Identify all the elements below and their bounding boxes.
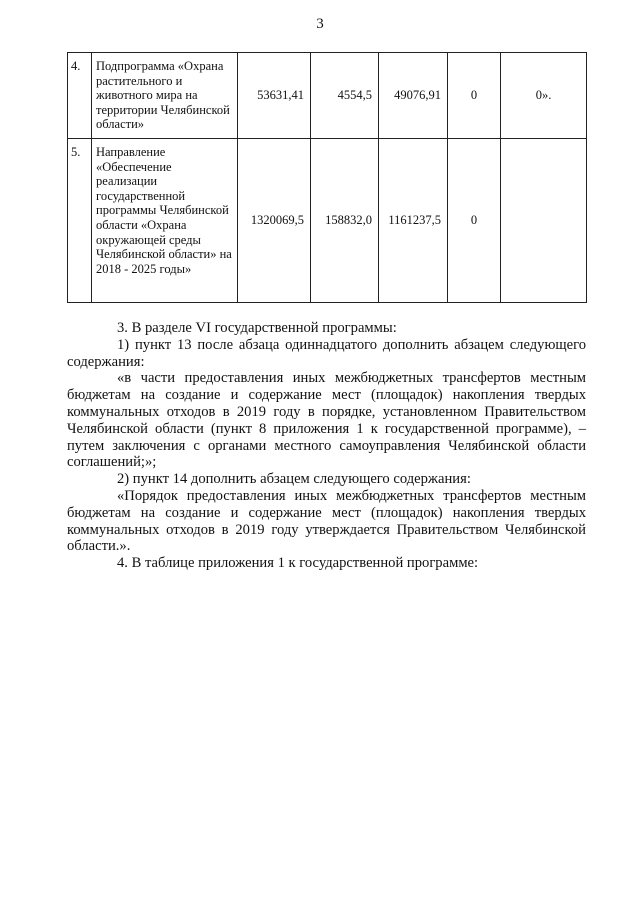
budget-table <box>67 52 587 303</box>
page-number: 3 <box>316 16 324 32</box>
paragraph: «Порядок предоставления иных межбюджетных трансфертов местным бюджетам на создание и содержание мест (площадок) накопления твердых коммунальных отходов в 2019 году утверждается Правительством Челябинской области.». <box>67 487 586 555</box>
row-name: Направление «Обеспечение реализации государственной программы Челябинской области «Охрана окружающей среды Челябинской области» на 2018 - 2025 годы» <box>92 139 238 303</box>
row-value-4 <box>501 139 587 303</box>
row-value-2: 1161237,5 <box>379 139 448 303</box>
paragraph: 1) пункт 13 после абзаца одиннадцатого дополнить абзацем следующего содержания: <box>67 336 586 370</box>
row-value-1: 4554,5 <box>311 53 379 139</box>
row-total: 1320069,5 <box>238 139 311 303</box>
row-number: 5. <box>68 139 92 303</box>
paragraph: «в части предоставления иных межбюджетных трансфертов местным бюджетам на создание и содержание мест (площадок) накопления твердых коммунальных отходов в 2019 году в порядке, установленном Правительством Челябинской области (пункт 8 приложения 1 к государственной программе), – путем заключения с органами местного самоуправления Челябинской области соглашений;»; <box>67 370 586 471</box>
document-body <box>67 320 586 572</box>
paragraph: 4. В таблице приложения 1 к государственной программе: <box>117 555 479 572</box>
row-total: 53631,41 <box>238 53 311 139</box>
row-value-4: 0». <box>501 53 587 139</box>
table-row <box>68 53 587 139</box>
row-value-2: 49076,91 <box>379 53 448 139</box>
paragraph: 3. В разделе VI государственной программы: <box>117 320 397 336</box>
row-value-1: 158832,0 <box>311 139 379 303</box>
row-value-3: 0 <box>448 53 501 139</box>
paragraph: 2) пункт 14 дополнить абзацем следующего содержания: <box>117 471 471 488</box>
row-number: 4. <box>68 53 92 139</box>
row-name: Подпрограмма «Охрана растительного и животного мира на территории Челябинской области» <box>92 53 238 139</box>
table-row <box>68 139 587 303</box>
row-value-3: 0 <box>448 139 501 303</box>
